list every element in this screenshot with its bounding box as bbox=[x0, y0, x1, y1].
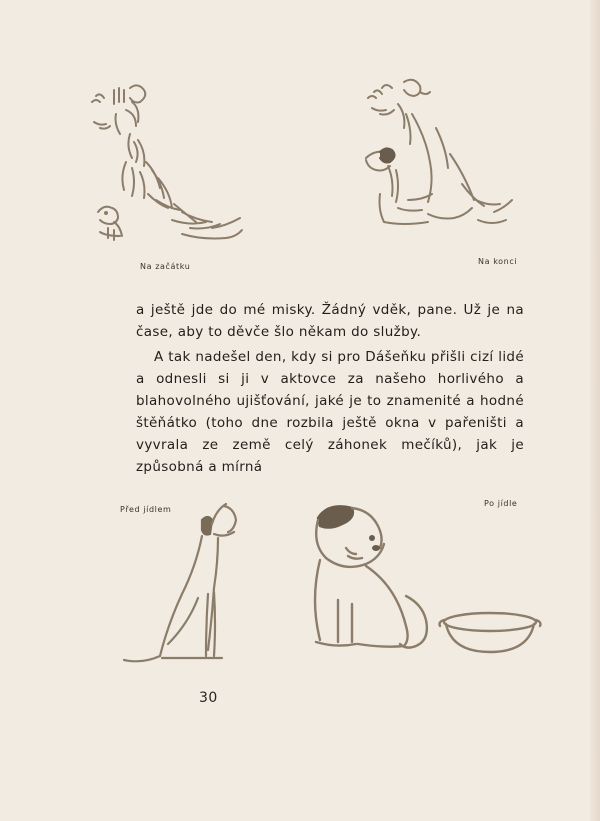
illustration-thin-dog-before-meal bbox=[118, 494, 248, 669]
page-edge bbox=[590, 0, 600, 821]
illustration-dog-and-puppy-beginning bbox=[86, 82, 246, 247]
caption-bottom-right: Po jídle bbox=[484, 499, 518, 508]
caption-top-right: Na konci bbox=[478, 257, 518, 266]
illustration-plump-dog-after-meal bbox=[306, 500, 546, 665]
caption-bottom-left: Před jídlem bbox=[120, 505, 172, 514]
paragraph-2: A tak nadešel den, kdy si pro Dášeňku přišli cizí lidé a odnesli si ji v aktovce za našeho horlivého a blahovolného ujišťování, jaké je to znamenité a hodné štěňátko (toho dne rozbila ještě okna v pařeništi a vyvrala ze země celý záhonek mečíků), jak je způsobná a mírná bbox=[136, 349, 524, 475]
body-text bbox=[136, 299, 524, 478]
illustration-two-dogs-end bbox=[358, 74, 518, 239]
paragraph-1: a ještě jde do mé misky. Žádný vděk, pane. Už je na čase, aby to děvče šlo někam do služby. bbox=[136, 302, 524, 340]
page-number: 30 bbox=[199, 690, 218, 706]
caption-top-left: Na začátku bbox=[140, 262, 191, 271]
